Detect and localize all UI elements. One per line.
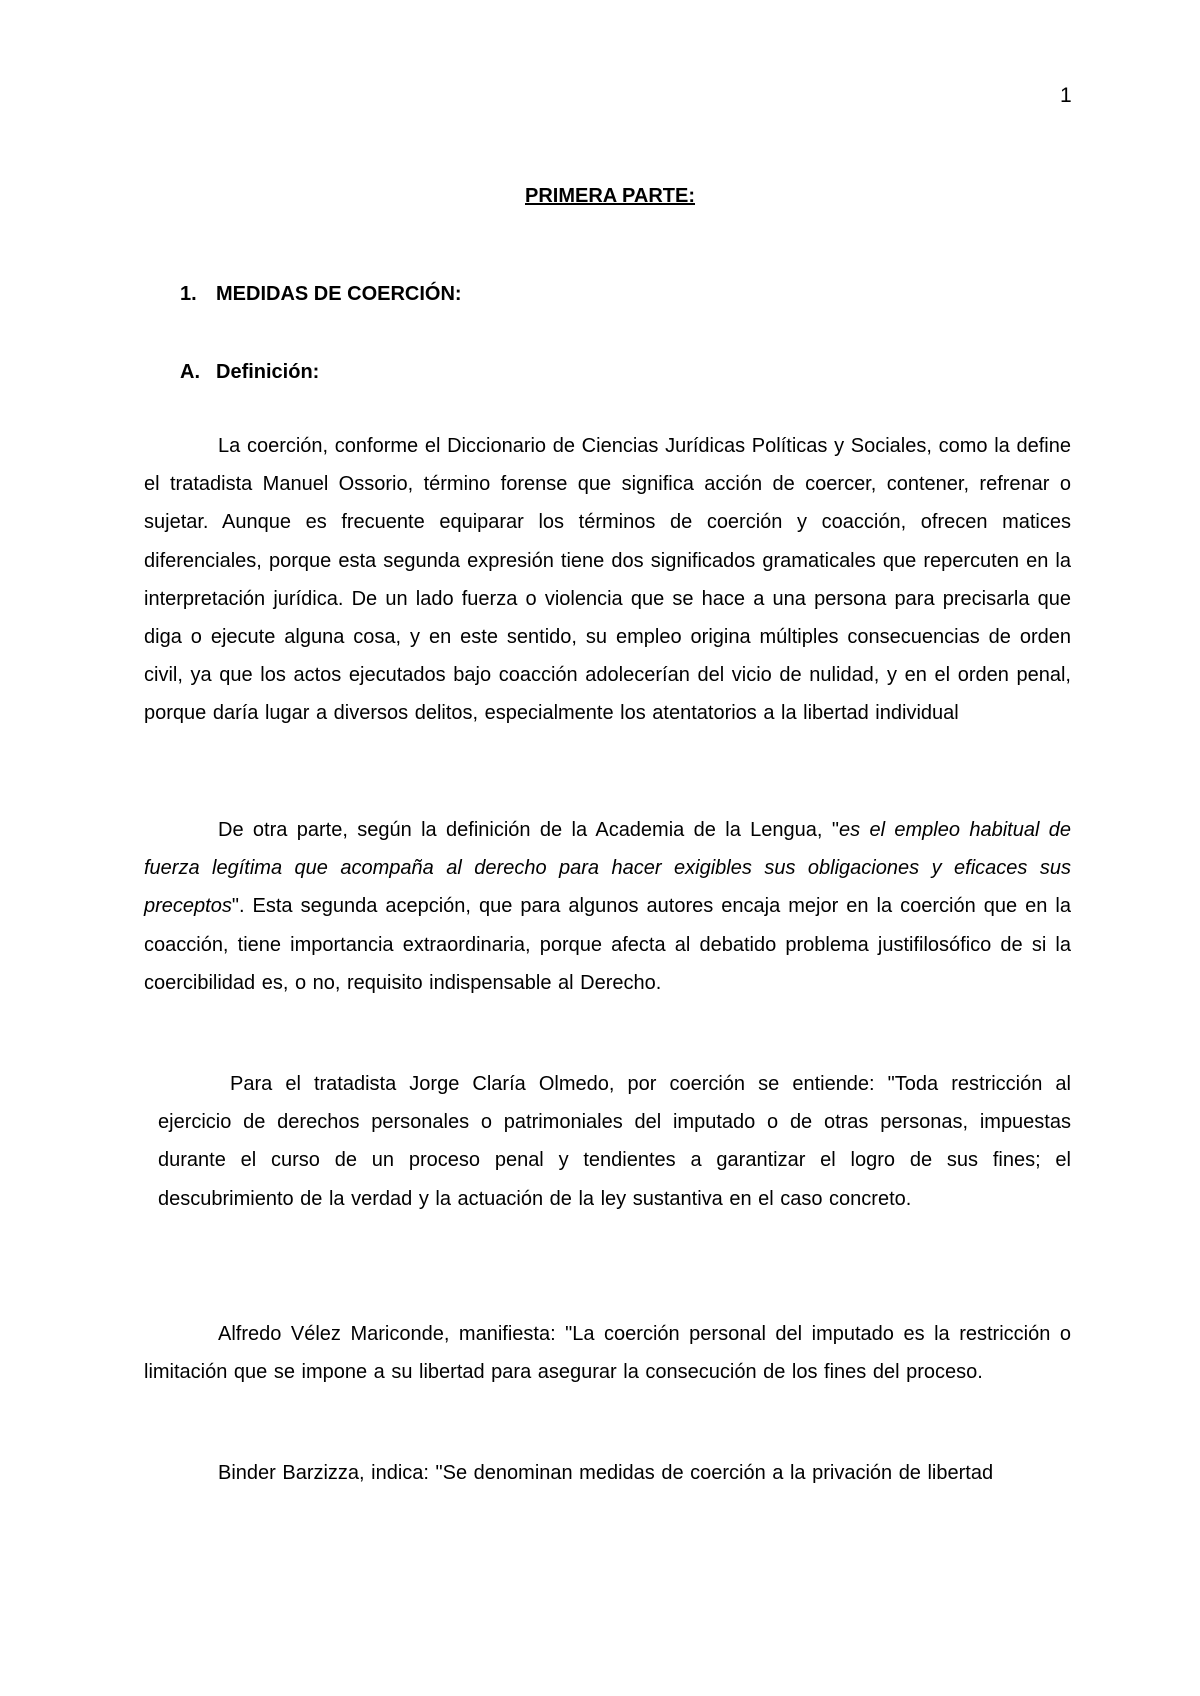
- paragraph-coercion-definition: La coerción, conforme el Diccionario de Ciencias Jurídicas Políticas y Sociales, como la define el tratadista Manuel Ossorio, término forense que significa acción de coercer, contener, refrenar o sujetar. Aunque es frecuente equiparar los términos de coerción y coacción, ofrecen matices diferenciales, porque esta segunda expresión tiene dos significados gramaticales que repercuten en la interpretación jurídica. De un lado fuerza o violencia que se hace a una persona para precisarla que diga o ejecute alguna cosa, y en este sentido, su empleo origina múltiples consecuencias de orden civil, ya que los actos ejecutados bajo coacción adolecerían del vicio de nulidad, y en el orden penal, porque daría lugar a diversos delitos, especialmente los atentatorios a la libertad individual: [144, 435, 1071, 725]
- heading-number: A.: [180, 361, 200, 383]
- heading-text: MEDIDAS DE COERCIÓN:: [216, 283, 462, 305]
- italic-quote: es el empleo habitual de fuerza legítima que acompaña al derecho para hacer exigibles sus obligaciones y eficaces sus preceptos: [144, 819, 1071, 918]
- heading-number: 1.: [180, 283, 197, 305]
- paragraph-velez-mariconde: Alfredo Vélez Mariconde, manifiesta: "La coerción personal del imputado es la restricción o limitación que se impone a su libertad para asegurar la consecución de los fines del proceso.: [144, 1323, 1071, 1384]
- page-number: 1: [1060, 84, 1072, 107]
- paragraph-claria-olmedo: Para el tratadista Jorge Claría Olmedo, por coerción se entiende: "Toda restricción al ejercicio de derechos personales o patrimoniales del imputado o de otras personas, impuestas durante el curso de un proceso penal y tendientes a garantizar el logro de sus fines; el descubrimiento de la verdad y la actuación de la ley sustantiva en el caso concreto.: [158, 1073, 1071, 1210]
- heading-medidas-de-coercion: [180, 283, 462, 306]
- section-title: PRIMERA PARTE:: [525, 185, 695, 207]
- heading-text: Definición:: [216, 361, 320, 383]
- paragraph-academia-definition: [144, 811, 1071, 1002]
- paragraph-rest: ". Esta segunda acepción, que para algunos autores encaja mejor en la coerción que en la coacción, tiene importancia extraordinaria, porque afecta al debatido problema justifilosófico de si la coercibilidad es, o no, requisito indispensable al Derecho.: [144, 895, 1071, 994]
- paragraph-binder-barzizza: Binder Barzizza, indica: "Se denominan medidas de coerción a la privación de libertad: [218, 1462, 994, 1484]
- paragraph-intro: De otra parte, según la definición de la Academia de la Lengua, ": [218, 819, 839, 841]
- heading-definicion: [180, 361, 319, 384]
